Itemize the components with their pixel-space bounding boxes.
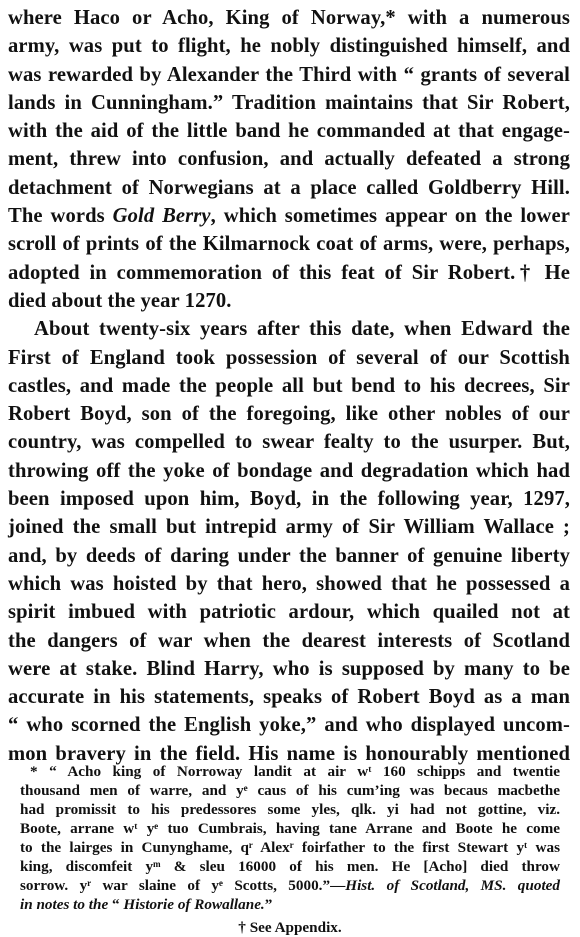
footnote-line: king, discomfeit yᵐ & sleu 16000 of his men. He [Acho] died throw bbox=[20, 858, 560, 875]
text-line: castles, and made the people all but bend to his decrees, Sir bbox=[8, 374, 570, 397]
text-line: About twenty-six years after this date, when Edward the bbox=[34, 318, 570, 341]
footnote-line: thousand men of warre, and yᵉ caus of his cum’ing was becaus macbethe bbox=[20, 782, 560, 799]
footnote-line: sorrow. yʳ war slaine of yᵉ Scotts, 5000.”—Hist. of Scotland, MS. quoted bbox=[20, 877, 560, 894]
text-line: where Haco or Acho, King of Norway,* with a numerous bbox=[8, 7, 570, 29]
text-line: was rewarded by Alexander the Third with “ grants of several bbox=[8, 63, 570, 86]
text-line: which was hoisted by that hero, showed that he possessed a bbox=[8, 572, 570, 595]
footnote-line: * “ Acho king of Norroway landit at air wᵗ 160 schipps and twentie bbox=[30, 763, 560, 780]
text-line: “ who scorned the English yoke,” and who displayed uncom- bbox=[8, 714, 570, 737]
text-line: adopted in commemoration of this feat of Sir Robert.† He bbox=[8, 261, 570, 284]
text-line: throwing off the yoke of bondage and degradation which had bbox=[8, 459, 570, 482]
text-line: and, by deeds of daring under the banner of genuine liberty bbox=[8, 544, 570, 567]
text-line: detachment of Norwegians at a place called Goldberry Hill. bbox=[8, 176, 570, 199]
footnote-2: † See Appendix. bbox=[238, 919, 342, 936]
footnote-line: in notes to the “ Historie of Rowallane.” bbox=[20, 896, 273, 913]
footnote-1 bbox=[20, 762, 560, 914]
text-line: accurate in his statements, speaks of Robert Boyd as a man bbox=[8, 686, 570, 709]
footnote-line: Boote, arrane wᵗ yᵉ tuo Cumbrais, having tane Arrane and Boote he come bbox=[20, 820, 560, 837]
text-line: lands in Cunningham.” Tradition maintains that Sir Robert, bbox=[8, 91, 570, 114]
text-line: joined the small but intrepid army of Sir William Wallace ; bbox=[8, 516, 570, 539]
text-line: The words Gold Berry, which sometimes appear on the lower bbox=[8, 205, 570, 228]
text-line: spirit imbued with patriotic ardour, which quailed not at bbox=[8, 601, 570, 624]
text-line: mon bravery in the field. His name is honourably mentioned bbox=[8, 742, 570, 765]
paragraph-2 bbox=[8, 315, 570, 768]
text-line: been imposed upon him, Boyd, in the following year, 1297, bbox=[8, 488, 570, 511]
text-line: the dangers of war when the dearest interests of Scotland bbox=[8, 629, 570, 652]
page bbox=[8, 4, 570, 768]
text-line: ment, threw into confusion, and actually defeated a strong bbox=[8, 148, 570, 171]
paragraph-1 bbox=[8, 4, 570, 315]
text-line: with the aid of the little band he commanded at that engage- bbox=[8, 120, 570, 143]
text-line: Robert Boyd, son of the foregoing, like other nobles of our bbox=[8, 403, 570, 426]
text-line: died about the year 1270. bbox=[8, 289, 232, 312]
footnote-line: to the lairges in Cunynghame, qʳ Alexʳ foirfather to the first Stewart yᵗ was bbox=[20, 839, 560, 856]
text-line: were at stake. Blind Harry, who is supposed by many to be bbox=[8, 657, 570, 680]
text-line: scroll of prints of the Kilmarnock coat of arms, were, perhaps, bbox=[8, 233, 570, 256]
footnotes bbox=[20, 762, 560, 937]
text-line: First of England took possession of several of our Scottish bbox=[8, 346, 570, 369]
footnote-line: had promissit to his predessores some yles, qlk. yi had not gottine, viz. bbox=[20, 801, 560, 818]
body-text bbox=[8, 4, 570, 768]
text-line: army, was put to flight, he nobly distinguished himself, and bbox=[8, 35, 570, 58]
text-line: country, was compelled to swear fealty to the usurper. But, bbox=[8, 431, 570, 454]
